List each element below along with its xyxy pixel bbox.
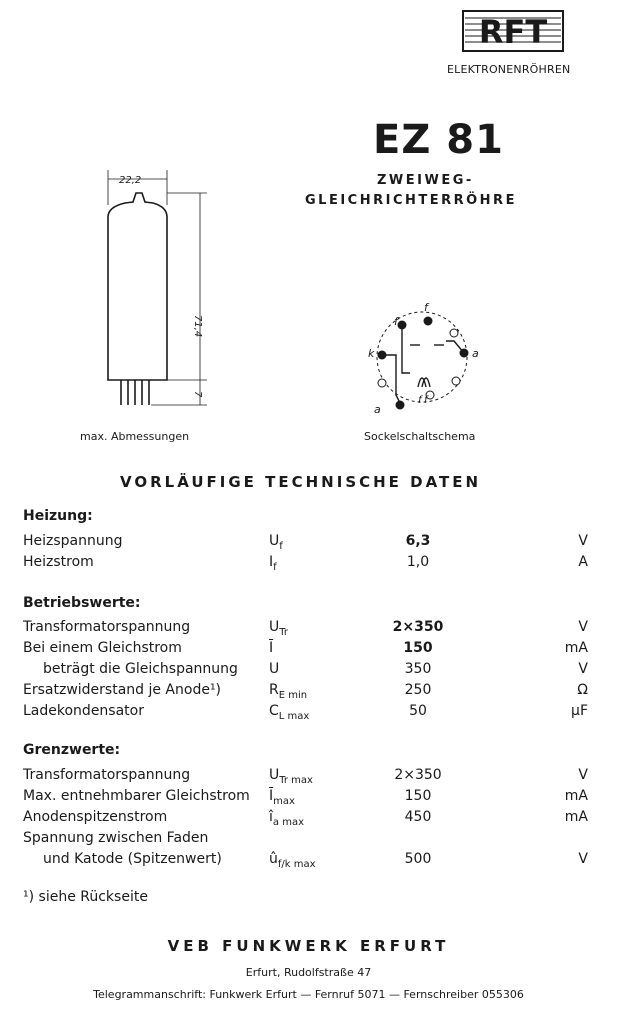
manufacturer-contacts: Telegrammanschrift: Funkwerk Erfurt — Fernruf 5071 — Fernschreiber 055306: [93, 988, 524, 1001]
row-value: 450: [404, 809, 432, 825]
row-label: Transformatorspannung: [23, 767, 191, 783]
section-grenzwerte: Grenzwerte:: [23, 742, 121, 758]
row-value: 150: [403, 640, 433, 656]
row-unit: V: [578, 767, 588, 783]
table-row: [23, 533, 593, 553]
row-value: 2×350: [394, 767, 442, 783]
row-label: Max. entnehmbarer Gleichstrom: [23, 788, 250, 804]
section-heizung: Heizung:: [23, 508, 93, 524]
row-unit: Ω: [577, 682, 588, 698]
row-label: Transformatorspannung: [23, 619, 191, 635]
tube-description-line2: GLEICHRICHTERRÖHRE: [305, 193, 517, 208]
row-value: 50: [409, 703, 427, 719]
row-label: und Katode (Spitzenwert): [43, 851, 222, 867]
row-symbol: U: [269, 661, 280, 677]
data-heading: VORLÄUFIGE TECHNISCHE DATEN: [120, 473, 482, 491]
row-value: 500: [404, 851, 432, 867]
row-label: Anodenspitzenstrom: [23, 809, 168, 825]
row-value: 150: [404, 788, 432, 804]
row-symbol: $î_{a max}$: [269, 809, 304, 828]
row-symbol: $U_{Tr}$: [269, 619, 288, 638]
row-symbol: $U_f$: [269, 533, 283, 552]
row-value: 1,0: [406, 554, 430, 570]
row-value: 250: [404, 682, 432, 698]
pin-label-f2: f: [424, 301, 428, 314]
rft-logo: [462, 10, 564, 52]
table-row: [23, 640, 593, 660]
brand-subtitle: ELEKTRONENRÖHREN: [447, 63, 571, 76]
table-row: [23, 703, 593, 723]
table-row: [23, 767, 593, 787]
tube-dimension-drawing: [95, 165, 225, 435]
row-unit: µF: [571, 703, 588, 719]
row-value: 6,3: [405, 533, 431, 549]
row-symbol: $I_f$: [269, 554, 277, 573]
manufacturer-address: Erfurt, Rudolfstraße 47: [245, 966, 372, 979]
row-unit: mA: [564, 809, 588, 825]
row-unit: V: [578, 619, 588, 635]
pin-label-a: a: [472, 347, 479, 360]
tube-description-line1: ZWEIWEG-: [377, 173, 474, 188]
row-symbol: Ī: [269, 640, 274, 656]
row-unit: V: [578, 533, 588, 549]
table-row: [23, 809, 593, 829]
row-symbol: $û_{f/k max}$: [269, 851, 316, 870]
row-symbol: $R_{E min}$: [269, 682, 308, 701]
table-row: [23, 619, 593, 639]
manufacturer-name: VEB FUNKWERK ERFURT: [167, 937, 450, 955]
table-row: [23, 554, 593, 574]
logo-text: RFT: [478, 13, 548, 51]
caption-socket: Sockelschaltschema: [364, 430, 476, 443]
row-label: Ladekondensator: [23, 703, 144, 719]
filament-label-2: f: [424, 395, 428, 406]
table-row: [23, 788, 593, 808]
row-symbol: $Ī_{max}$: [269, 788, 295, 807]
footnote: ¹) siehe Rückseite: [23, 889, 148, 905]
pin-label-k: k: [368, 347, 375, 360]
row-label: Heizstrom: [23, 554, 94, 570]
filament-label-1: f: [418, 395, 422, 406]
row-label: Bei einem Gleichstrom: [23, 640, 182, 656]
row-symbol: $C_{L max}$: [269, 703, 310, 722]
section-betriebswerte: Betriebswerte:: [23, 595, 141, 611]
row-label: Spannung zwischen Faden: [23, 830, 209, 846]
row-label: Heizspannung: [23, 533, 123, 549]
table-row: [23, 851, 593, 871]
row-label: beträgt die Gleichspannung: [43, 661, 238, 677]
caption-dimensions: max. Abmessungen: [80, 430, 190, 443]
row-symbol: $U_{Tr max}$: [269, 767, 313, 786]
dim-pins-label: 7: [192, 391, 203, 398]
row-value: 2×350: [392, 619, 444, 635]
row-unit: V: [578, 851, 588, 867]
pin-label-a2: a: [374, 403, 381, 416]
tube-type: EZ 81: [373, 117, 504, 163]
row-unit: mA: [564, 640, 588, 656]
dim-width-label: 22,2: [119, 175, 142, 186]
row-unit: V: [578, 661, 588, 677]
row-unit: A: [578, 554, 588, 570]
table-row: [23, 661, 593, 681]
socket-schematic: [360, 295, 485, 425]
row-label: Ersatzwiderstand je Anode¹): [23, 682, 222, 698]
row-value: 350: [404, 661, 432, 677]
table-row: [23, 830, 593, 850]
row-unit: mA: [564, 788, 588, 804]
pin-label-f1: f: [394, 315, 398, 328]
table-row: [23, 682, 593, 702]
dim-height-label: 71,4: [192, 315, 203, 338]
